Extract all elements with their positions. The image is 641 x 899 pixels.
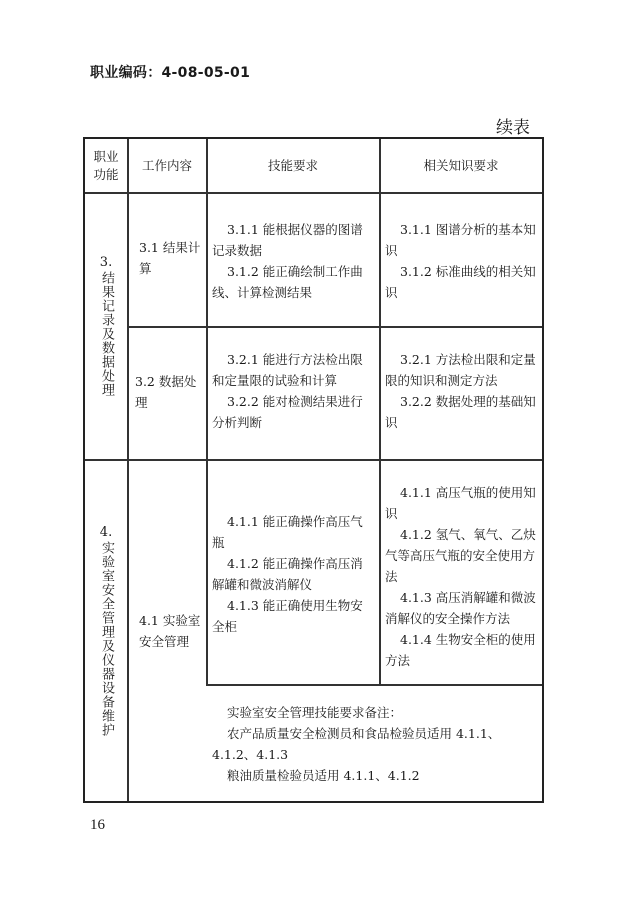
header-knowledge: 相关知识要求 <box>423 158 499 173</box>
row-divider <box>127 326 542 328</box>
page-number: 16 <box>90 817 105 833</box>
row-4-1-skill <box>212 511 374 637</box>
section-4-function <box>85 460 127 801</box>
row-divider <box>206 684 542 686</box>
knowledge-3-2-1: 3.2.1 方法检出限和定量限的知识和测定方法 <box>385 352 536 388</box>
knowledge-3-1-1: 3.1.1 图谱分析的基本知识 <box>385 222 536 258</box>
skill-4-1-2: 4.1.2 能正确操作高压消解罐和微波消解仪 <box>212 556 363 592</box>
row-3-2-content: 3.2 数据处理 <box>135 374 197 410</box>
header-function: 职业 功能 <box>93 148 119 182</box>
skill-3-2-1: 3.2.1 能进行方法检出限和定量限的试验和计算 <box>212 352 363 388</box>
knowledge-3-1-2: 3.1.2 标准曲线的相关知识 <box>385 264 536 300</box>
knowledge-3-2-2: 3.2.2 数据处理的基础知识 <box>385 394 536 430</box>
section-4-number: 4. <box>99 524 113 540</box>
note-line-1: 农产品质量安全检测员和食品检验员适用 4.1.1、4.1.2、4.1.3 <box>212 726 501 762</box>
knowledge-4-1-3: 4.1.3 高压消解罐和微波消解仪的安全操作方法 <box>385 590 536 626</box>
row-4-1-knowledge <box>385 482 537 671</box>
col-divider <box>379 139 381 684</box>
skill-4-1-1: 4.1.1 能正确操作高压气瓶 <box>212 514 363 550</box>
knowledge-4-1-1: 4.1.1 高压气瓶的使用知识 <box>385 485 536 521</box>
row-divider <box>85 192 542 194</box>
occupation-code: 职业编码：4-08-05-01 <box>90 65 251 81</box>
header-content: 工作内容 <box>141 158 192 173</box>
section-3-function <box>85 193 127 459</box>
row-3-2-skill <box>212 349 374 433</box>
row-4-1-content: 4.1 实验室安全管理 <box>139 613 201 649</box>
skill-3-1-1: 3.1.1 能根据仪器的图谱记录数据 <box>212 222 363 258</box>
section-3-title: 结果记录及数据处理 <box>99 271 114 397</box>
col-divider <box>206 139 208 684</box>
section-3-number: 3. <box>99 255 113 270</box>
skill-3-2-2: 3.2.2 能对检测结果进行分析判断 <box>212 394 363 430</box>
skills-table <box>83 137 544 803</box>
continued-label: 续表 <box>496 118 530 138</box>
row-divider <box>85 459 542 461</box>
skill-4-1-3: 4.1.3 能正确使用生物安全柜 <box>212 598 363 634</box>
note-line-2: 粮油质量检验员适用 4.1.1、4.1.2 <box>227 768 420 783</box>
row-4-1-note <box>212 702 537 786</box>
row-3-1-content: 3.1 结果计算 <box>139 240 201 276</box>
knowledge-4-1-4: 4.1.4 生物安全柜的使用方法 <box>385 632 536 668</box>
header-skill: 技能要求 <box>267 158 318 173</box>
row-3-1-knowledge <box>385 219 537 303</box>
note-title: 实验室安全管理技能要求备注： <box>227 705 403 720</box>
knowledge-4-1-2: 4.1.2 氢气、氧气、乙炔气等高压气瓶的安全使用方法 <box>385 527 536 584</box>
skill-3-1-2: 3.1.2 能正确绘制工作曲线、计算检测结果 <box>212 264 363 300</box>
row-3-1-skill <box>212 219 374 303</box>
col-divider <box>127 139 129 801</box>
row-3-2-knowledge <box>385 349 537 433</box>
section-4-title: 实验室安全管理及仪器设备维护 <box>99 540 114 737</box>
